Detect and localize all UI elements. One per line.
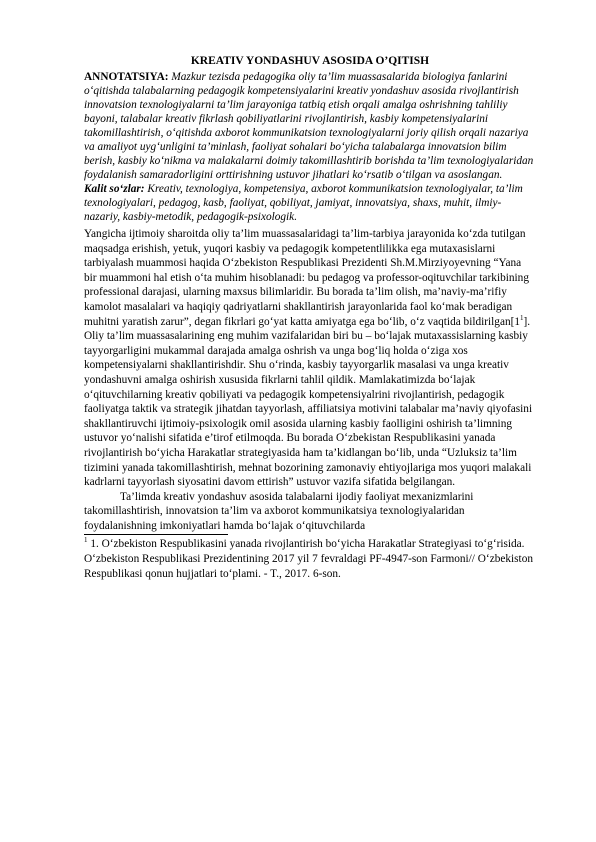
citation-superscript: 1	[520, 313, 524, 322]
keywords-text: Kreativ, texnologiya, kompetensiya, axborot kommunikatsion texnologiyalar, ta’lim texnologiyalari, pedagog, kasb, faoliyat, qobiliyat, jamiyat, innovatsiya, shaxs, muhit, ilmiy-nazariy, kasbiy-metodik, pedagogik-psixologik.	[84, 183, 523, 223]
body-paragraph-2: Ta’limda kreativ yondashuv asosida talabalarni ijodiy faoliyat mexanizmlarini takomillashtirish, innovatsion ta’lim va axborot kommunikatsiya texnologiyalaridan foydalanishning imkoniyatlari hamda bo‘lajak o‘qituvchilarda	[84, 490, 474, 532]
paper-content	[84, 54, 536, 581]
footnote-text: 1. O‘zbekiston Respublikasini yanada rivojlantirish bo‘yicha Harakatlar Strategiyasi to‘g‘risida. O‘zbekiston Respublikasi Prezidentining 2017 yil 7 fevraldagi PF-4947-son Farmoni// O‘zbekiston Respublikasi qonun hujjatlari to‘plami. - T., 2017. 6-son.	[84, 538, 533, 580]
paper-title: KREATIV YONDASHUV ASOSIDA O’QITISH	[190, 55, 430, 67]
abstract-text: Mazkur tezisda pedagogika oliy ta’lim muassasalarida biologiya fanlarini o‘qitishda talabalarning pedagogik kompetensiyalarini kreativ yondashuv asosida rivojlantirish innovatsion texnologiyalarni ta’lim jarayoniga tatbiq etish orqali amalga oshrishning tahliliy bayoni, talabalar kreativ fikrlash qobiliyatlarini rivojlantirish, kasbiy kompetensiyalarini takomillashtirish, o‘qitishda axborot kommunikatsion texnologiyalarni joriy qilish orqali nazariya va amaliyot uyg‘unligini ta’minlash, faoliyat sohalari bo‘yicha talabalarga innovatsion bilim berish, kasbiy ko‘nikma va malakalarni doimiy takomillashtirib borishda ta’lim texnologiyalaridan foydalanish samaradorligini orttirishning ustuvor jihatlari ko‘rsatib o‘tilgan va asoslangan.	[84, 71, 534, 181]
footnote-marker: 1	[84, 536, 88, 545]
footnote	[84, 537, 536, 581]
body-paragraph-1	[84, 227, 536, 490]
body-paragraph-1-text-a: Yangicha ijtimoiy sharoitda oliy ta’lim muassasalaridagi ta’lim-tarbiya jarayonida ko‘zda tutilgan maqsadga erishish, yetuk, yuqori kasbiy va pedagogik kompetentlilikka ega mutaxasislarni tarbiyalash muammosi haqida O‘zbekiston Respublikasi Prezidenti Sh.M.Mirziyoyevning “Yana bir muammoni hal etish o‘ta muhim hisoblanadi: bu pedagog va professor-oqituvchilar tarkibining professional darajasi, ularning maxsus bilimlaridir. Bu borada ta’lim olish, ma’naviy-ma’rifiy kamolot masalalari va haqiqiy qadriyatlarni shakllantirish jarayonlarida faol ko‘mak beradigan muhitni yaratish zarur”, degan fikrlari go‘yat katta amiyatga ega bo‘lib, o‘z vaqtida bildirilgan[1	[84, 228, 529, 328]
abstract	[84, 70, 536, 182]
abstract-label: ANNOTATSIYA:	[84, 71, 169, 83]
keywords-label: Kalit so‘zlar:	[84, 183, 145, 195]
keywords	[84, 182, 536, 224]
body-paragraph-1-text-b: ]. Oliy ta’lim muassasalarining eng muhim vazifalaridan biri bu – bo‘lajak mutaxassislarning kasbiy tayyorgarligini mukammal darajada amalga oshrish va unga bog‘liq holda o‘ziga xos kompetensiyalarni shakllantirishdir. Shu o‘rinda, kasbiy tayyorgarlik masalasi va unga kreativ yondashuvni amalga oshirish xususida fikrlarni tahlil qildik. Mamlakatimizda bo‘lajak o‘qituvchilarning kreativ qobiliyati va pedagogik kompetensiyalrini rivojlantirish, pedagogik faoliyatga taktik va strategik jihatdan tayyorlash, affiliatsiya motivini talabalar ma’naviy qiyofasini shakllantiruvchi ijtimoiy-psixologik omil asosida ularning kasbiy faolligini oshirish ta’limning ustuvor yo‘nalishi sifatida e’tirof etilmoqda. Bu borada O‘zbekistan Respublikasini yanada rivojlantirish bo‘yicha Harakatlar strategiyasida ham ta’kidlangan bo‘lib, unda “Uzluksiz ta’lim tizimini yanada takomillashtirish, mehnat bozorining zamonaviy ehtiyojlariga mos yuqori malakali kadrlarni tayyorlash siyosatini davom ettirish” ustuvor vazifa sifatida belgilangan.	[84, 315, 533, 489]
footnote-divider	[84, 534, 228, 535]
